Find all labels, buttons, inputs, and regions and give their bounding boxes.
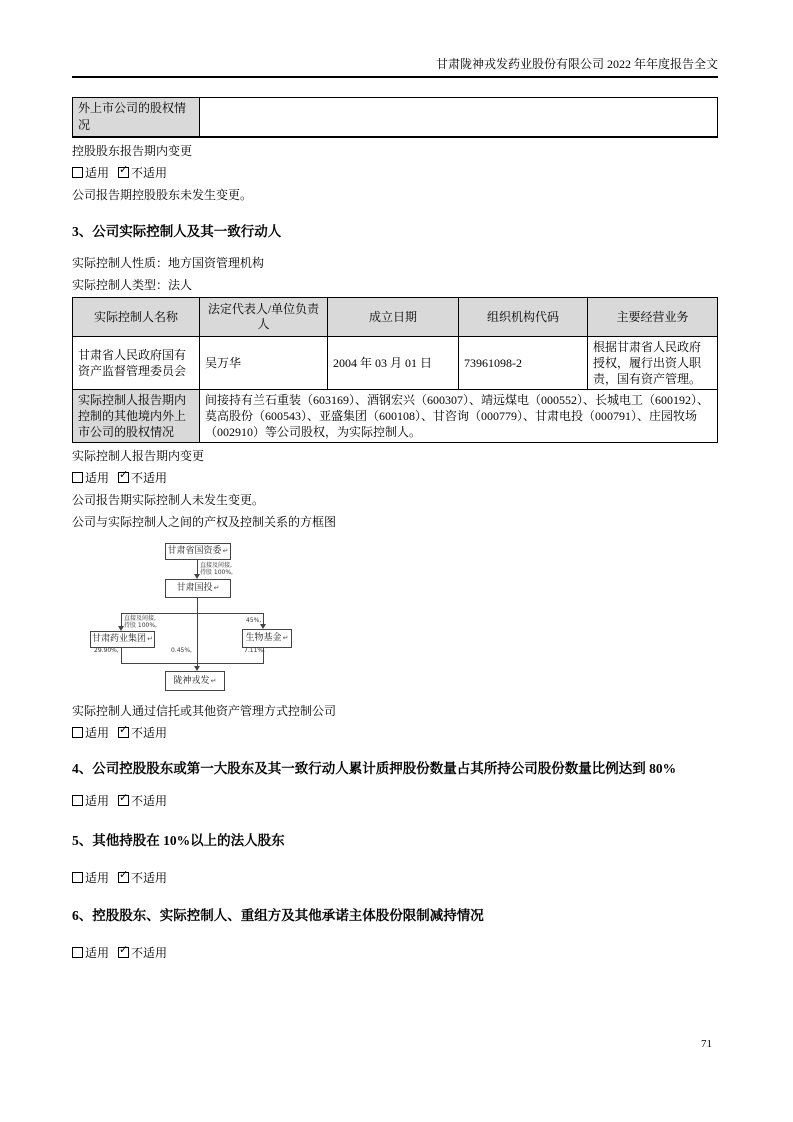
applicable-label: 适用 (85, 946, 110, 960)
edge-label-sdic-company: 0.45%, (171, 647, 192, 654)
section6-heading: 6、控股股东、实际控制人、重组方及其他承诺主体股份限制减持情况 (72, 908, 484, 923)
paragraph-mark-icon: ↵ (213, 584, 220, 592)
connector-line (263, 613, 264, 624)
cell-other-listed-label: 实际控制人报告期内控制的其他境内外上市公司的股权情况 (73, 390, 200, 443)
node-company-label: 陇神戎发 (173, 675, 210, 686)
connector-line (121, 646, 122, 663)
applicable-label: 适用 (85, 166, 110, 180)
checked-checkbox-icon (118, 468, 129, 483)
check-icon: ✓ (119, 723, 129, 736)
section3-heading: 3、公司实际控制人及其一致行动人 (72, 224, 282, 239)
applicability-row-1 (72, 163, 718, 180)
controlling-change-title: 控股股东报告期内变更 (72, 144, 193, 158)
applicable-label: 适用 (85, 871, 110, 885)
page-header (72, 57, 718, 78)
row-value-cell (200, 98, 718, 138)
not-applicable-label: 不适用 (131, 946, 168, 960)
check-icon: ✓ (119, 868, 129, 881)
edge-label-sdic-pharma (124, 615, 157, 629)
connector-line (197, 597, 198, 667)
applicable-label: 适用 (85, 794, 110, 808)
diagram-caption: 公司与实际控制人之间的产权及控制关系的方框图 (72, 515, 337, 529)
applicability-row-3 (72, 723, 718, 740)
check-icon: ✓ (119, 791, 129, 804)
unchecked-checkbox-icon (72, 727, 83, 738)
node-sdic-label: 甘肃国投 (176, 583, 213, 593)
node-pharma-label: 甘肃药业集团 (92, 634, 147, 644)
trust-control-title: 实际控制人通过信托或其他资产管理方式控制公司 (72, 704, 337, 718)
applicable-label: 适用 (85, 471, 110, 485)
page-number: 71 (701, 1038, 712, 1050)
edge-label-line: 持股 100%, (124, 622, 157, 629)
table-row (73, 337, 718, 390)
header-cell-org-code: 组织机构代码 (459, 298, 588, 337)
header-cell-representative: 法定代表人/单位负责人 (200, 298, 328, 337)
edge-label-fund-company: 7.11%, (244, 647, 265, 654)
cell-business: 根据甘肃省人民政府授权，履行出资人职责，国有资产管理。 (588, 337, 718, 390)
cell-other-listed-value: 间接持有兰石重装（603169）、酒钢宏兴（600307）、靖远煤电（000552）、长城电工（600192）、莫高股份（600543）、亚盛集团（600108）、甘咨询（000779）、甘肃电投（000791）、庄园牧场（002910）等公司股权，为实际控制人。 (200, 390, 718, 443)
unchecked-checkbox-icon (72, 795, 83, 806)
checked-checkbox-icon (118, 723, 129, 738)
checked-checkbox-icon (118, 163, 129, 178)
cell-representative: 吴万华 (200, 337, 328, 390)
connector-line (121, 613, 264, 614)
page-content (72, 0, 718, 960)
controller-type: 实际控制人类型：法人 (72, 278, 193, 292)
not-applicable-label: 不适用 (131, 871, 168, 885)
controller-table (72, 297, 718, 443)
check-icon: ✓ (119, 943, 129, 956)
unchecked-checkbox-icon (72, 167, 83, 178)
paragraph-mark-icon: ↵ (147, 635, 153, 643)
controller-change-title: 实际控制人报告期内变更 (72, 449, 205, 463)
connector-line (121, 613, 122, 626)
cell-founded: 2004 年 03 月 01 日 (328, 337, 459, 390)
check-icon: ✓ (119, 468, 129, 481)
node-gov (165, 543, 231, 560)
edge-label-sdic-fund: 45%, (246, 617, 262, 624)
checked-checkbox-icon (118, 943, 129, 958)
row-label-cell: 外上市公司的股权情况 (73, 98, 200, 138)
paragraph-mark-icon: ↵ (282, 634, 289, 642)
ownership-diagram (72, 539, 718, 697)
table-row (73, 390, 718, 443)
section4-heading: 4、公司控股股东或第一大股东及其一致行动人累计质押股份数量占其所持公司股份数量比例达到 80% (72, 761, 677, 776)
cell-org-code: 73961098-2 (459, 337, 588, 390)
node-company (165, 671, 225, 691)
paragraph-mark-icon: ↵ (210, 676, 217, 685)
table-row (73, 98, 718, 138)
continued-table (72, 97, 718, 138)
header-cell-business: 主要经营业务 (588, 298, 718, 337)
node-fund-label: 生物基金 (245, 633, 282, 643)
not-applicable-label: 不适用 (131, 471, 168, 485)
node-fund (242, 629, 292, 648)
paragraph-mark-icon: ↵ (222, 547, 229, 555)
edge-label-line: 直接及间接, (200, 562, 232, 569)
edge-label-line: 直接及间接, (124, 615, 156, 622)
cell-controller-name: 甘肃省人民政府国有资产监督管理委员会 (73, 337, 200, 390)
report-title: 甘肃陇神戎发药业股份有限公司 2022 年年度报告全文 (435, 57, 718, 71)
not-applicable-label: 不适用 (131, 166, 168, 180)
connector-line (197, 559, 198, 575)
header-cell-name: 实际控制人名称 (73, 298, 200, 337)
edge-label-gov-sdic (200, 562, 233, 576)
not-applicable-label: 不适用 (131, 794, 168, 808)
applicability-row-5 (72, 868, 718, 885)
checked-checkbox-icon (118, 868, 129, 883)
not-applicable-label: 不适用 (131, 726, 168, 740)
unchecked-checkbox-icon (72, 872, 83, 883)
applicable-label: 适用 (85, 726, 110, 740)
header-cell-founded: 成立日期 (328, 298, 459, 337)
checked-checkbox-icon (118, 791, 129, 806)
edge-label-line: 持股 100%, (200, 569, 233, 576)
applicability-row-4 (72, 791, 718, 808)
controlling-change-note: 公司报告期控股股东未发生变更。 (72, 188, 253, 202)
check-icon: ✓ (119, 163, 129, 176)
controller-change-note: 公司报告期实际控制人未发生变更。 (72, 493, 265, 507)
section5-heading: 5、其他持股在 10%以上的法人股东 (72, 833, 285, 848)
node-pharma (90, 631, 155, 648)
applicability-row-6 (72, 943, 718, 960)
controller-nature: 实际控制人性质：地方国资管理机构 (72, 256, 265, 270)
table-header-row (73, 298, 718, 337)
connector-line (121, 663, 264, 664)
node-gov-label: 甘肃省国资委 (167, 546, 222, 556)
applicability-row-2 (72, 468, 718, 485)
edge-label-pharma-company: 29.90%, (94, 647, 119, 654)
unchecked-checkbox-icon (72, 947, 83, 958)
node-sdic (165, 579, 231, 598)
unchecked-checkbox-icon (72, 472, 83, 483)
